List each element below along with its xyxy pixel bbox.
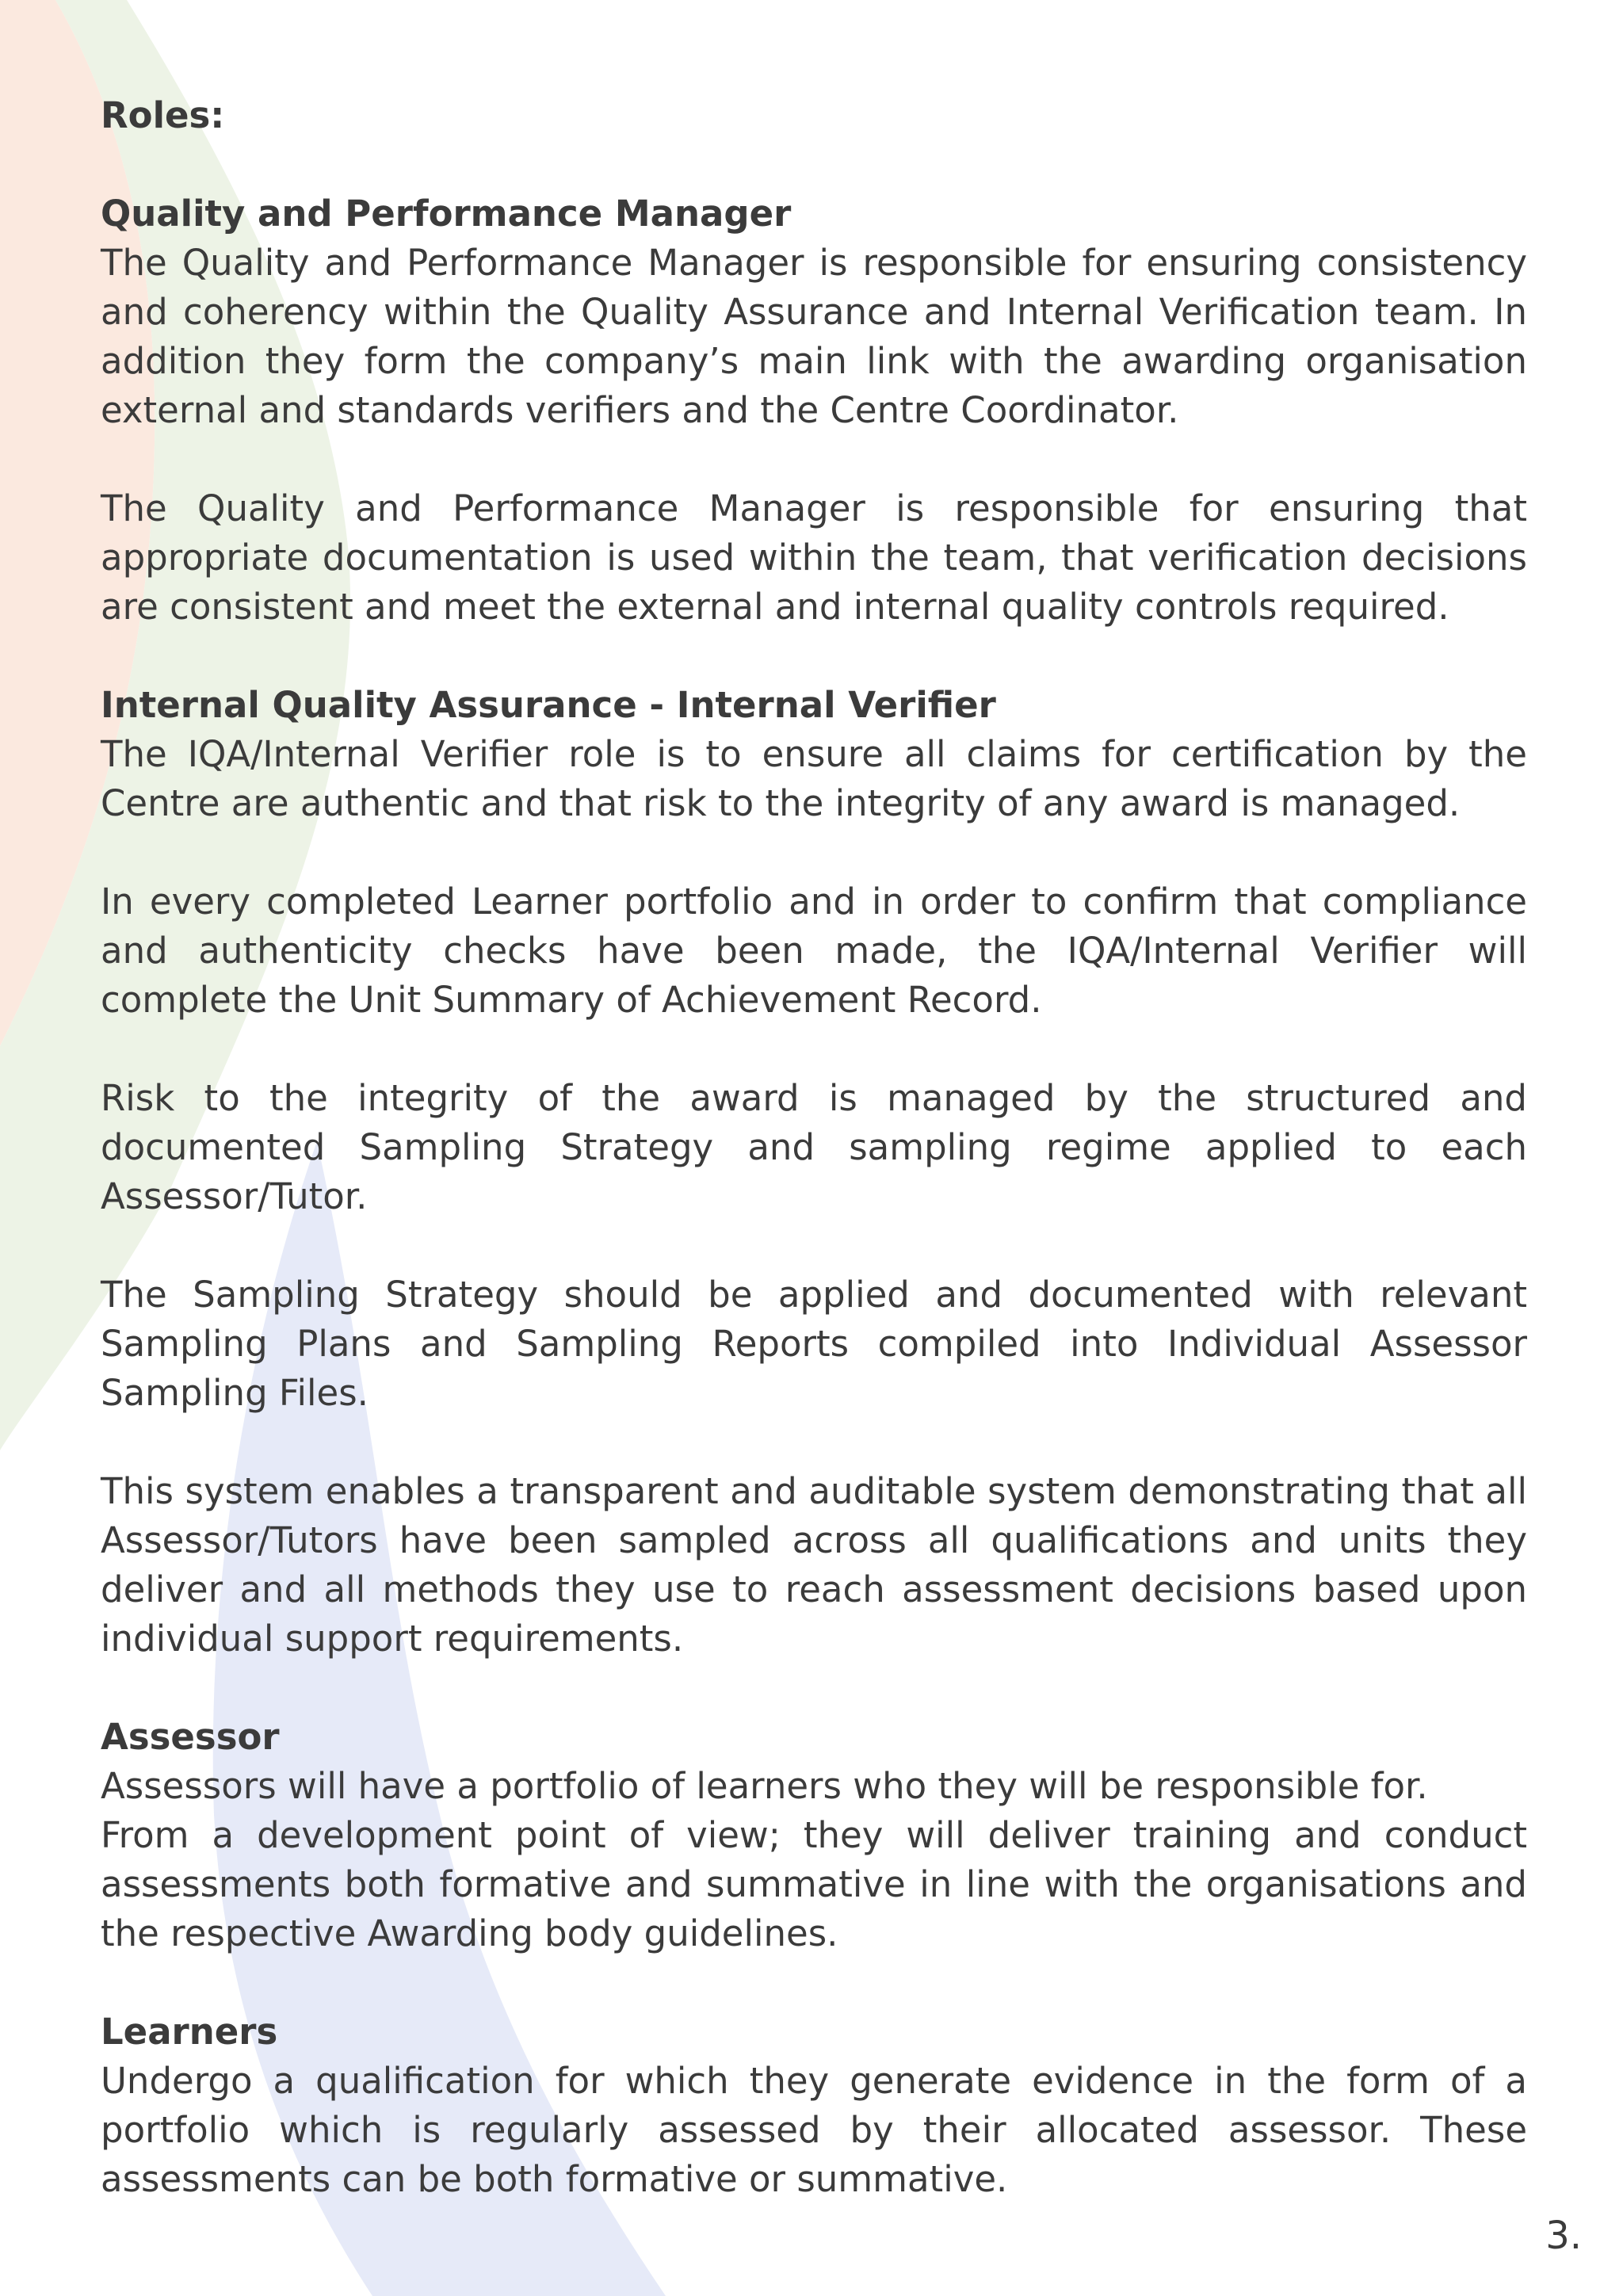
paragraph: From a development point of view; they will deliver training and conduct assessments both formative and summative in line with the organisations and the respective Awarding body guidelines. [101, 1814, 1527, 1954]
paragraph: The Quality and Performance Manager is responsible for ensuring consistency and coherency within the Quality Assurance and Internal Verification team. In addition they form the company’s main link with the awarding organisation external and standards verifiers and the Centre Coordinator. [101, 242, 1527, 431]
section-heading-learners: Learners [101, 2011, 278, 2053]
paragraph: Risk to the integrity of the award is managed by the structured and documented Sampling Strategy and sampling regime applied to each Assessor/Tutor. [101, 1077, 1527, 1217]
paragraph: Assessors will have a portfolio of learners who they will be responsible for. [101, 1765, 1428, 1807]
section-heading-assessor: Assessor [101, 1716, 280, 1758]
paragraph: The Sampling Strategy should be applied and documented with relevant Sampling Plans and Sampling Reports compiled into Individual Assessor Sampling Files. [101, 1274, 1527, 1414]
paragraph: The IQA/Internal Verifier role is to ensure all claims for certification by the Centre are authentic and that risk to the integrity of any award is managed. [101, 733, 1527, 824]
paragraph: The Quality and Performance Manager is responsible for ensuring that appropriate documentation is used within the team, that verification decisions are consistent and meet the external and internal quality controls required. [101, 487, 1527, 628]
page-number: 3. [1545, 2214, 1582, 2258]
roles-heading: Roles: [101, 94, 225, 136]
paragraph: In every completed Learner portfolio and in order to confirm that compliance and authenticity checks have been made, the IQA/Internal Verifier will complete the Unit Summary of Achievement Record. [101, 881, 1527, 1021]
document-body [101, 91, 1527, 2204]
paragraph: Undergo a qualification for which they generate evidence in the form of a portfolio which is regularly assessed by their allocated assessor. These assessments can be both formative or summative. [101, 2060, 1527, 2200]
section-heading-internal-verifier: Internal Quality Assurance - Internal Verifier [101, 684, 996, 726]
section-heading-quality-manager: Quality and Performance Manager [101, 193, 792, 235]
paragraph: This system enables a transparent and auditable system demonstrating that all Assessor/Tutors have been sampled across all qualifications and units they deliver and all methods they use to reach assessment decisions based upon individual support requirements. [101, 1470, 1527, 1660]
